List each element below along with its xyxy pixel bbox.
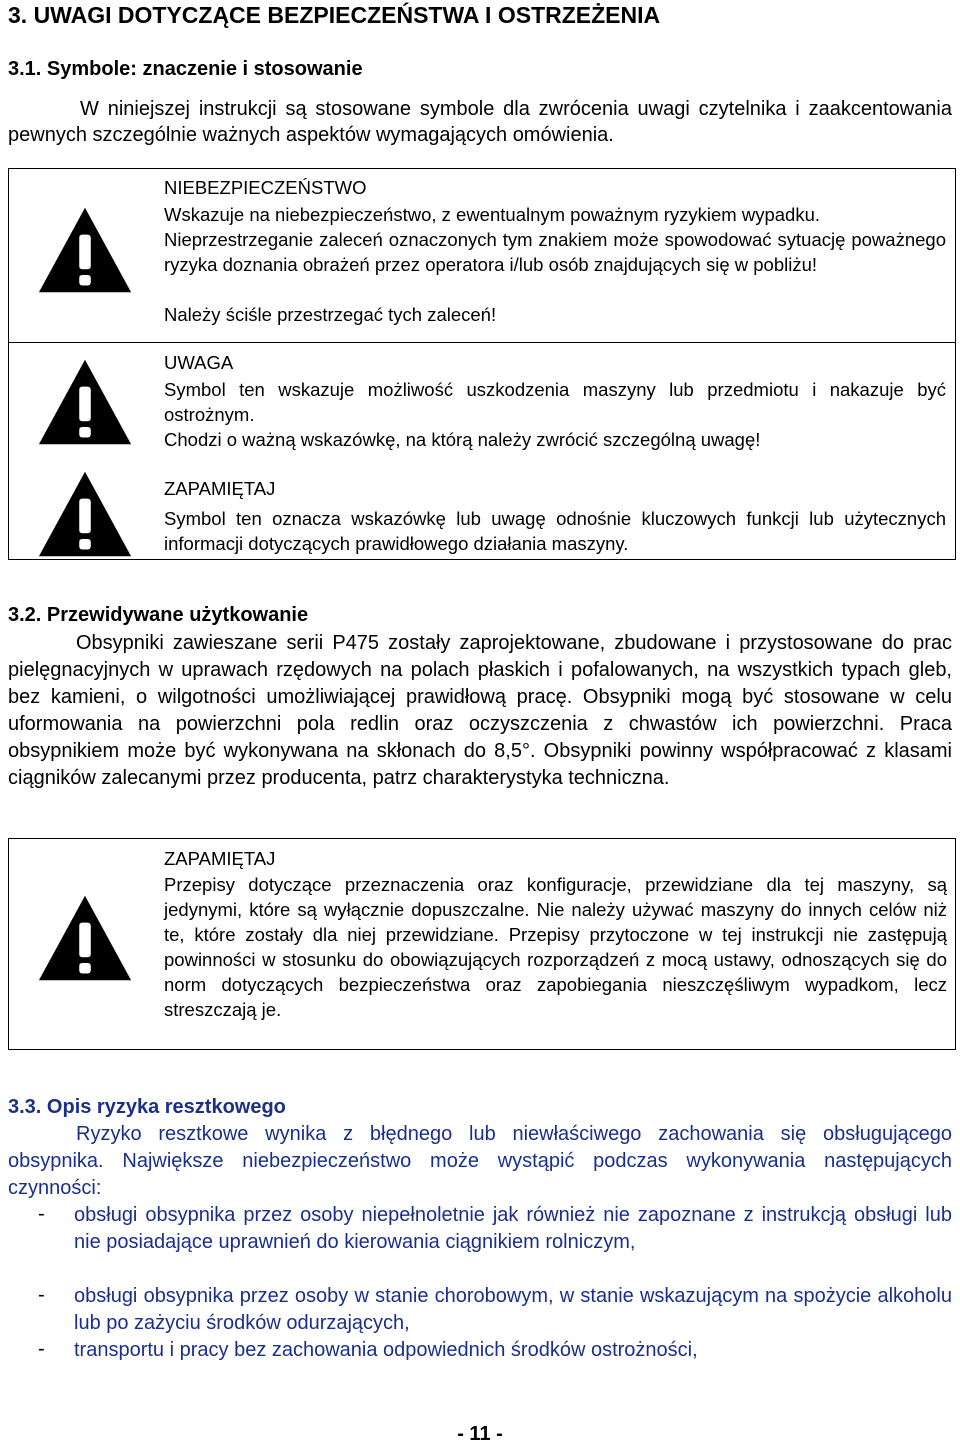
bullet-marker-1: - (38, 1203, 45, 1225)
danger-title: NIEBEZPIECZEŃSTWO (164, 177, 367, 198)
section-3-3-title: 3.3. Opis ryzyka resztkowego (8, 1096, 286, 1118)
remember-box-2 (8, 838, 956, 1050)
page-number: - 11 - (457, 1423, 503, 1445)
symbols-box (8, 168, 956, 560)
section-3-1-intro: W niniejszej instrukcji są stosowane symbole dla zwrócenia uwagi czytelnika i zaakcentowania pewnych szczególnie ważnych aspektów wymagających omówienia. (8, 98, 952, 146)
remember-2-warning-icon (37, 893, 133, 983)
caution-warning-icon (37, 357, 133, 447)
section-3-2-body: Obsypniki zawieszane serii P475 zostały zaprojektowane, zbudowane i przystosowane do prac pielęgnacyjnych w uprawach rzędowych na polach płaskich i pofalowanych, na wszystkich typach gleb, bez kamieni, o wilgotności umożliwiającej prawidłową pracę. Obsypniki mogą być stosowane w celu uformowania na powierzchni pola redlin oraz oczyszczenia z chwastów ich powierzchni. Praca obsypnikiem może być wykonywana na skłonach do 8,5°. Obsypniki powinny współpracować z klasami ciągników zalecanymi przez producenta, patrz charakterystyka techniczna. (8, 632, 952, 789)
caution-line-1: Symbol ten wskazuje możliwość uszkodzenia maszyny lub przedmiotu i nakazuje być ostrożnym. (164, 379, 946, 425)
bullet-item-3: transportu i pracy bez zachowania odpowiednich środków ostrożności, (74, 1339, 698, 1361)
section-3-3-body: Ryzyko resztkowe wynika z błędnego lub niewłaściwego zachowania się obsługującego obsypnika. Największe niebezpieczeństwo może wystąpić podczas wykonywania następujących czynności: (8, 1123, 952, 1199)
danger-line-2: Nieprzestrzeganie zaleceń oznaczonych tym znakiem może spowodować sytuację poważnego ryzyka doznania obrażeń przez operatora i/lub osób znajdujących się w pobliżu! (164, 229, 946, 275)
remember-2-body: Przepisy dotyczące przeznaczenia oraz konfiguracje, przewidziane dla tej maszyny, są jedynymi, które są wyłącznie dopuszczalne. Nie należy używać maszyny do innych celów niż te, które zostały dla niej przewidziane. Przepisy przytoczone w tej instrukcji nie zastępują powinności w stosunku do obowiązujących rozporządzeń z mocą ustawy, odnoszących się do norm dotyczących bezpieczeństwa oraz zapobiegania nieszczęśliwym wypadkom, lecz streszczają je. (164, 874, 947, 1020)
remember-2-title: ZAPAMIĘTAJ (164, 848, 276, 869)
danger-line-1: Wskazuje na niebezpieczeństwo, z ewentualnym poważnym ryzykiem wypadku. (164, 204, 821, 225)
remember-warning-icon (37, 469, 133, 559)
caution-line-2: Chodzi o ważną wskazówkę, na którą należy zwrócić szczególną uwagę! (164, 429, 761, 450)
bullet-marker-3: - (38, 1338, 45, 1360)
section-3-2-title (8, 604, 308, 627)
remember-title: ZAPAMIĘTAJ (164, 478, 276, 499)
main-heading: 3. UWAGI DOTYCZĄCE BEZPIECZEŃSTWA I OSTRZEŻENIA (8, 2, 661, 28)
section-3-2-title-text: 3.2. Przewidywane użytkowanie (8, 604, 309, 626)
box-divider (9, 342, 955, 343)
bullet-item-2: obsługi obsypnika przez osoby w stanie chorobowym, w stanie wskazującym na spożycie alkoholu lub po zażyciu środków odurzających, (74, 1285, 952, 1334)
bullet-item-1: obsługi obsypnika przez osoby niepełnoletnie jak również nie zapoznane z instrukcją obsługi lub nie posiadające uprawnień do kierowania ciągnikiem rolniczym, (74, 1204, 952, 1253)
bullet-marker-2: - (38, 1284, 45, 1306)
danger-line-3: Należy ściśle przestrzegać tych zaleceń! (164, 304, 497, 325)
remember-line-1: Symbol ten oznacza wskazówkę lub uwagę odnośnie kluczowych funkcji lub użytecznych informacji dotyczących prawidłowego działania maszyny. (164, 508, 946, 554)
section-3-1-title: 3.1. Symbole: znaczenie i stosowanie (8, 58, 363, 80)
caution-title: UWAGA (164, 352, 234, 373)
danger-warning-icon (37, 205, 133, 295)
